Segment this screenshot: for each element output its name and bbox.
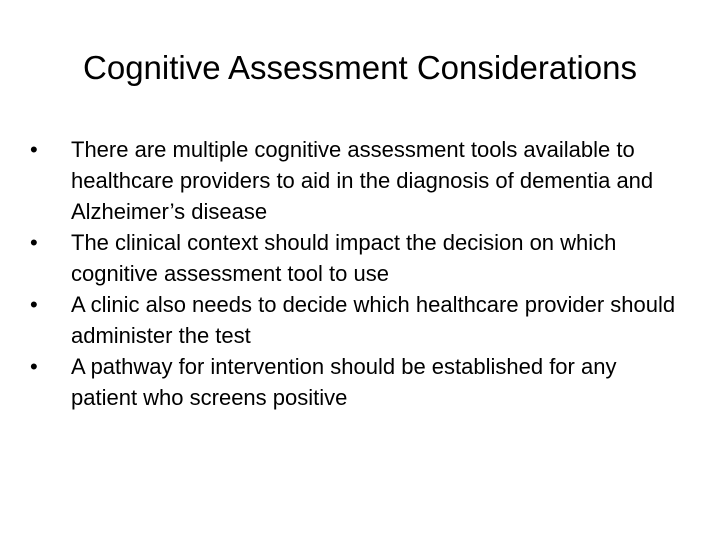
bullet-dot-icon: • [30,230,38,255]
bullet-text: There are multiple cognitive assessment tools available to healthcare providers to aid in the diagnosis of dementia and Alzheimer’s disease [71,137,654,224]
slide-title: Cognitive Assessment Considerations [83,49,637,86]
bullet-item [28,289,688,351]
bullet-dot-icon: • [30,292,38,317]
bullet-item [28,134,688,227]
bullet-item [28,227,688,289]
bullet-text: A clinic also needs to decide which healthcare provider should administer the test [71,292,676,348]
bullet-list [28,134,688,413]
bullet-item [28,351,688,413]
bullet-dot-icon: • [30,137,38,162]
bullet-dot-icon: • [30,354,38,379]
bullet-text: The clinical context should impact the decision on which cognitive assessment tool to use [71,230,617,286]
bullet-text: A pathway for intervention should be established for any patient who screens positive [71,354,617,410]
